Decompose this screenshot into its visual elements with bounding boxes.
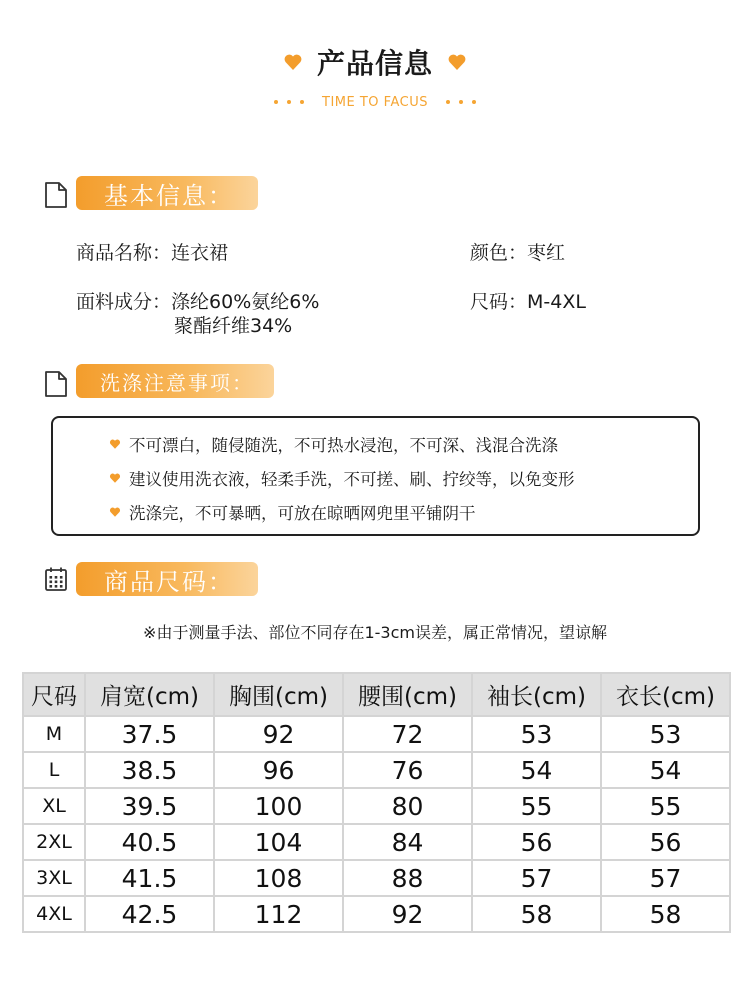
table-cell: 100 bbox=[214, 788, 343, 824]
table-cell: 84 bbox=[343, 824, 472, 860]
table-cell: 38.5 bbox=[85, 752, 214, 788]
table-row bbox=[23, 788, 730, 824]
section-heading-care: 洗涤注意事项： bbox=[76, 364, 274, 398]
column-header: 衣长(cm) bbox=[601, 673, 730, 716]
table-cell: 55 bbox=[472, 788, 601, 824]
size-range-label: 尺码： bbox=[470, 291, 528, 313]
table-cell: 41.5 bbox=[85, 860, 214, 896]
heart-icon bbox=[109, 506, 121, 518]
table-cell: 112 bbox=[214, 896, 343, 932]
heart-icon bbox=[447, 52, 467, 72]
table-cell: 3XL bbox=[23, 860, 85, 896]
care-instructions-box bbox=[51, 416, 700, 536]
table-cell: L bbox=[23, 752, 85, 788]
table-cell: 104 bbox=[214, 824, 343, 860]
table-header-row bbox=[23, 673, 730, 716]
size-range-row bbox=[470, 290, 586, 314]
table-cell: 57 bbox=[472, 860, 601, 896]
table-cell: 72 bbox=[343, 716, 472, 752]
column-header: 尺码 bbox=[23, 673, 85, 716]
color-row bbox=[470, 241, 565, 265]
column-header: 袖长(cm) bbox=[472, 673, 601, 716]
table-cell: 92 bbox=[214, 716, 343, 752]
decorative-dots bbox=[274, 100, 304, 104]
table-cell: 55 bbox=[601, 788, 730, 824]
decorative-dots bbox=[446, 100, 476, 104]
page-title: 产品信息 bbox=[316, 47, 433, 80]
table-row bbox=[23, 896, 730, 932]
care-item-text: 不可漂白，随侵随洗，不可热水浸泡，不可深、浅混合洗涤 bbox=[129, 436, 558, 455]
care-item bbox=[109, 432, 558, 456]
calendar-icon bbox=[44, 566, 68, 592]
heart-icon bbox=[283, 52, 303, 72]
page-subtitle-row bbox=[0, 92, 750, 112]
table-cell: 108 bbox=[214, 860, 343, 896]
care-item-text: 建议使用洗衣液，轻柔手洗，不可搓、刷、拧绞等，以免变形 bbox=[129, 470, 575, 489]
table-cell: 40.5 bbox=[85, 824, 214, 860]
table-cell: 4XL bbox=[23, 896, 85, 932]
table-cell: 96 bbox=[214, 752, 343, 788]
care-item bbox=[109, 500, 476, 524]
table-cell: 37.5 bbox=[85, 716, 214, 752]
care-item-text: 洗涤完，不可暴晒，可放在晾晒网兜里平铺阴干 bbox=[129, 504, 476, 523]
table-cell: 56 bbox=[472, 824, 601, 860]
table-cell: 54 bbox=[472, 752, 601, 788]
section-heading-basic: 基本信息： bbox=[76, 176, 258, 210]
table-cell: XL bbox=[23, 788, 85, 824]
table-cell: 53 bbox=[601, 716, 730, 752]
table-cell: 76 bbox=[343, 752, 472, 788]
document-icon bbox=[44, 371, 68, 397]
product-name-row bbox=[76, 241, 228, 265]
fabric-value-line2: 聚酯纤维34% bbox=[174, 315, 293, 337]
table-cell: 58 bbox=[601, 896, 730, 932]
measurement-note: ※由于测量手法、部位不同存在1-3cm误差，属正常情况，望谅解 bbox=[143, 623, 607, 642]
table-cell: 57 bbox=[601, 860, 730, 896]
heart-icon bbox=[109, 472, 121, 484]
table-cell: 54 bbox=[601, 752, 730, 788]
heart-icon bbox=[109, 438, 121, 450]
size-table bbox=[22, 672, 731, 933]
table-cell: 39.5 bbox=[85, 788, 214, 824]
page-header bbox=[0, 40, 750, 84]
care-item bbox=[109, 466, 575, 490]
column-header: 腰围(cm) bbox=[343, 673, 472, 716]
table-row bbox=[23, 824, 730, 860]
size-range-value: M-4XL bbox=[527, 291, 586, 313]
table-cell: 53 bbox=[472, 716, 601, 752]
table-cell: 42.5 bbox=[85, 896, 214, 932]
color-value: 枣红 bbox=[527, 242, 566, 264]
table-cell: 58 bbox=[472, 896, 601, 932]
column-header: 肩宽(cm) bbox=[85, 673, 214, 716]
table-row bbox=[23, 860, 730, 896]
table-cell: 92 bbox=[343, 896, 472, 932]
section-heading-sizes: 商品尺码： bbox=[76, 562, 258, 596]
fabric-label: 面料成分： bbox=[76, 291, 172, 313]
page-subtitle: TIME TO FACUS bbox=[322, 94, 428, 110]
fabric-value-line1: 涤纶60%氨纶6% bbox=[171, 291, 320, 313]
document-icon bbox=[44, 182, 68, 208]
product-name-label: 商品名称： bbox=[76, 242, 172, 264]
table-row bbox=[23, 716, 730, 752]
color-label: 颜色： bbox=[470, 242, 528, 264]
table-cell: 88 bbox=[343, 860, 472, 896]
product-name-value: 连衣裙 bbox=[171, 242, 229, 264]
table-cell: 80 bbox=[343, 788, 472, 824]
table-cell: M bbox=[23, 716, 85, 752]
table-cell: 56 bbox=[601, 824, 730, 860]
column-header: 胸围(cm) bbox=[214, 673, 343, 716]
table-cell: 2XL bbox=[23, 824, 85, 860]
fabric-row bbox=[76, 290, 319, 314]
table-row bbox=[23, 752, 730, 788]
